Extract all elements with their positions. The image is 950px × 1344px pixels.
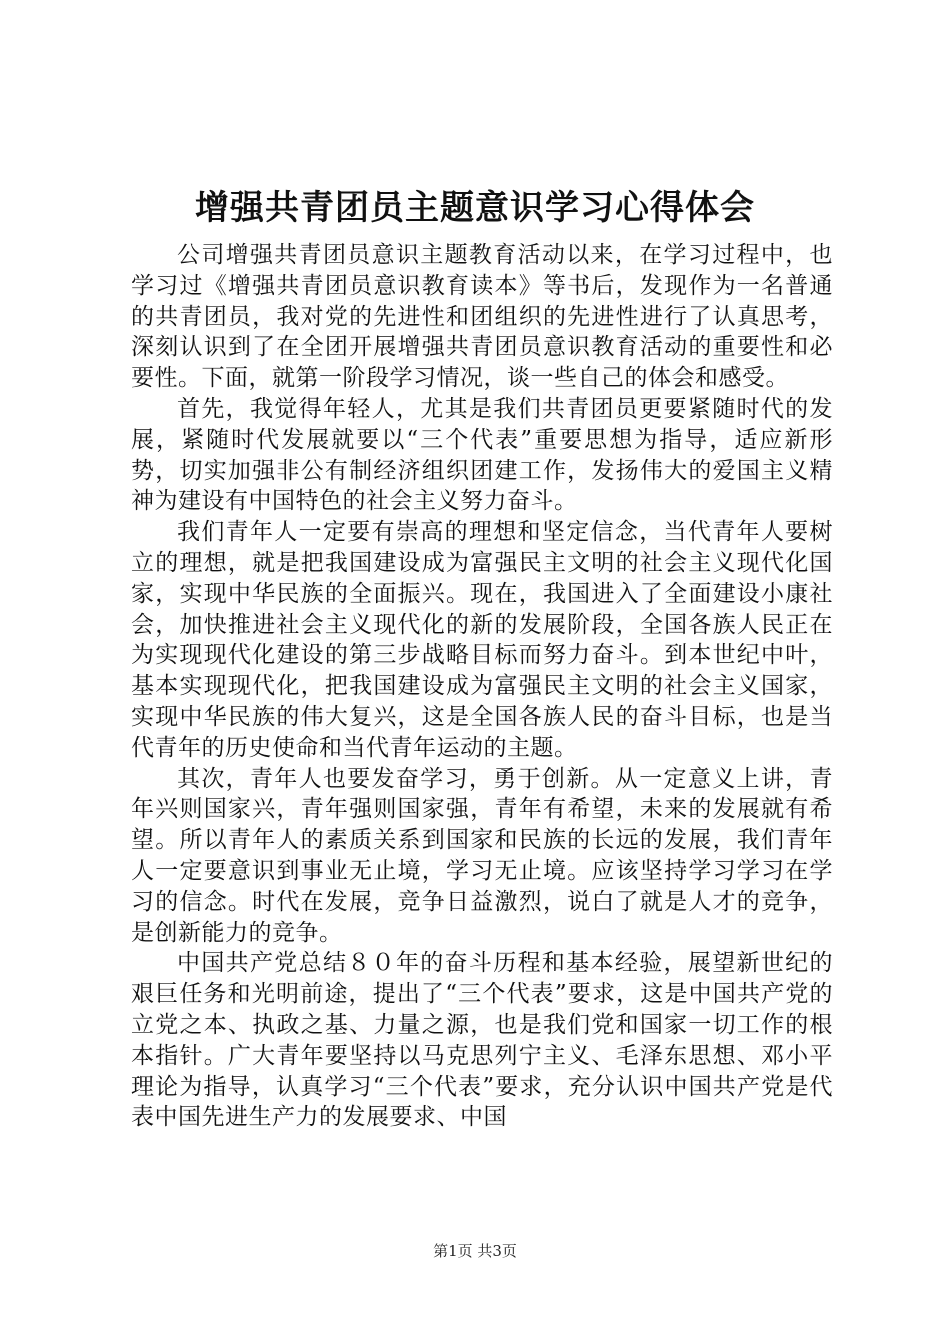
paragraph: 首先，我觉得年轻人，尤其是我们共青团员更要紧随时代的发展，紧随时代发展就要以“三个代表”重要思想为指导，适应新形势，切实加强非公有制经济组织团建工作，发扬伟大的爱国主义精神为建设有中国特色的社会主义努力奋斗。 (131, 395, 833, 515)
paragraph: 公司增强共青团员意识主题教育活动以来，在学习过程中，也学习过《增强共青团员意识教育读本》等书后，发现作为一名普通的共青团员，我对党的先进性和团组织的先进性进行了认真思考，深刻认识到了在全团开展增强共青团员意识教育活动的重要性和必要性。下面，就第一阶段学习情况，谈一些自己的体会和感受。 (131, 242, 833, 392)
paragraph: 我们青年人一定要有崇高的理想和坚定信念，当代青年人要树立的理想，就是把我国建设成为富强民主文明的社会主义现代化国家，实现中华民族的全面振兴。现在，我国进入了全面建设小康社会，加快推进社会主义现代化的新的发展阶段，全国各族人民正在为实现现代化建设的第三步战略目标而努力奋斗。到本世纪中叶，基本实现现代化，把我国建设成为富强民主文明的社会主义国家，实现中华民族的伟大复兴，这是全国各族人民的奋斗目标，也是当代青年的历史使命和当代青年运动的主题。 (131, 519, 833, 761)
paragraph: 中国共产党总结８０年的奋斗历程和基本经验，展望新世纪的艰巨任务和光明前途，提出了“三个代表”要求，这是中国共产党的立党之本、执政之基、力量之源，也是我们党和国家一切工作的根本指针。广大青年要坚持以马克思列宁主义、毛泽东思想、邓小平理论为指导，认真学习“三个代表”要求，充分认识中国共产党是代表中国先进生产力的发展要求、中国 (131, 950, 833, 1131)
document-body (131, 240, 833, 1133)
paragraph: 其次，青年人也要发奋学习，勇于创新。从一定意义上讲，青年兴则国家兴，青年强则国家强，青年有希望，未来的发展就有希望。所以青年人的素质关系到国家和民族的长远的发展，我们青年人一定要意识到事业无止境，学习无止境。应该坚持学习学习在学习的信念。时代在发展，竞争日益激烈，说白了就是人才的竞争，是创新能力的竞争。 (131, 765, 833, 946)
document-title: 增强共青团员主题意识学习心得体会 (195, 188, 755, 228)
page-footer: 第1页 共3页 (433, 1242, 517, 1260)
